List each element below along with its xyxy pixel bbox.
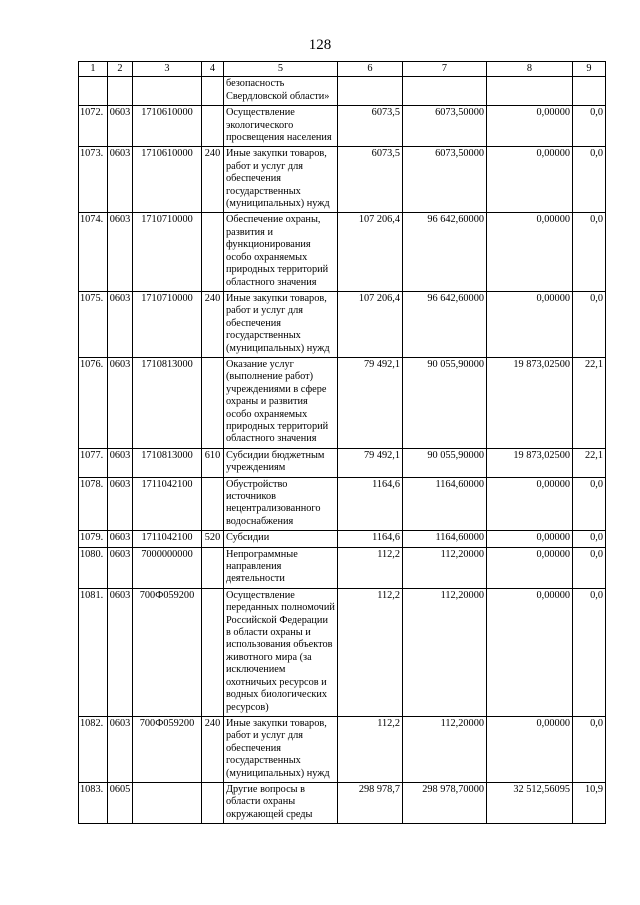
- section-code: [108, 77, 133, 106]
- column-header: 5: [224, 62, 338, 77]
- value-col9: [573, 77, 606, 106]
- target-code: 700Ф059200: [133, 716, 202, 782]
- target-code: 1710710000: [133, 213, 202, 291]
- column-header: 1: [79, 62, 108, 77]
- expense-type-code: 240: [202, 716, 224, 782]
- expense-type-code: [202, 782, 224, 823]
- section-code: 0603: [108, 147, 133, 213]
- value-col7: 90 055,90000: [403, 448, 487, 477]
- section-code: 0603: [108, 357, 133, 448]
- column-header: 4: [202, 62, 224, 77]
- item-name: Оказание услуг (выполнение работ) учреждениями в сфере охраны и развития особо охраняемых природных территорий областного значения: [224, 357, 338, 448]
- item-name: Осуществление экологического просвещения населения: [224, 106, 338, 147]
- value-col9: 0,0: [573, 213, 606, 291]
- item-name: Обеспечение охраны, развития и функционирования особо охраняемых природных территорий областного значения: [224, 213, 338, 291]
- value-col7: [403, 77, 487, 106]
- value-col7: 1164,60000: [403, 531, 487, 547]
- value-col8: 0,00000: [487, 716, 573, 782]
- value-col8: 0,00000: [487, 531, 573, 547]
- section-code: 0603: [108, 588, 133, 716]
- value-col6: 6073,5: [338, 106, 403, 147]
- column-header: 9: [573, 62, 606, 77]
- value-col6: 1164,6: [338, 531, 403, 547]
- row-number: 1074.: [79, 213, 108, 291]
- value-col8: 0,00000: [487, 213, 573, 291]
- target-code: 1710710000: [133, 291, 202, 357]
- table-header-row: [79, 62, 606, 77]
- column-header: 7: [403, 62, 487, 77]
- value-col9: 0,0: [573, 588, 606, 716]
- item-name: безопасность Свердловской области»: [224, 77, 338, 106]
- item-name: Субсидии: [224, 531, 338, 547]
- target-code: 1710813000: [133, 357, 202, 448]
- item-name: Обустройство источников нецентрализованного водоснабжения: [224, 477, 338, 531]
- expense-type-code: [202, 213, 224, 291]
- budget-table: [78, 61, 606, 824]
- value-col6: 112,2: [338, 547, 403, 588]
- value-col9: 0,0: [573, 716, 606, 782]
- value-col9: 22,1: [573, 448, 606, 477]
- value-col9: 0,0: [573, 147, 606, 213]
- row-number: 1082.: [79, 716, 108, 782]
- value-col6: 79 492,1: [338, 448, 403, 477]
- table-row: [79, 357, 606, 448]
- section-code: 0603: [108, 106, 133, 147]
- value-col6: 298 978,7: [338, 782, 403, 823]
- table-row: [79, 291, 606, 357]
- expense-type-code: [202, 77, 224, 106]
- value-col9: 22,1: [573, 357, 606, 448]
- section-code: 0605: [108, 782, 133, 823]
- target-code: 1710610000: [133, 106, 202, 147]
- table-row: [79, 106, 606, 147]
- expense-type-code: 240: [202, 147, 224, 213]
- value-col9: 10,9: [573, 782, 606, 823]
- section-code: 0603: [108, 531, 133, 547]
- value-col8: 0,00000: [487, 147, 573, 213]
- value-col8: 19 873,02500: [487, 357, 573, 448]
- table-row: [79, 716, 606, 782]
- value-col7: 298 978,70000: [403, 782, 487, 823]
- value-col7: 112,20000: [403, 547, 487, 588]
- value-col7: 1164,60000: [403, 477, 487, 531]
- value-col8: 19 873,02500: [487, 448, 573, 477]
- value-col6: 112,2: [338, 716, 403, 782]
- column-header: 2: [108, 62, 133, 77]
- value-col6: 107 206,4: [338, 291, 403, 357]
- value-col7: 96 642,60000: [403, 213, 487, 291]
- item-name: Иные закупки товаров, работ и услуг для обеспечения государственных (муниципальных) нужд: [224, 716, 338, 782]
- value-col6: 107 206,4: [338, 213, 403, 291]
- expense-type-code: [202, 106, 224, 147]
- table-row: [79, 77, 606, 106]
- item-name: Непрограммные направления деятельности: [224, 547, 338, 588]
- column-header: 3: [133, 62, 202, 77]
- value-col6: 112,2: [338, 588, 403, 716]
- target-code: 1711042100: [133, 477, 202, 531]
- table-row: [79, 448, 606, 477]
- value-col8: 0,00000: [487, 106, 573, 147]
- row-number: 1081.: [79, 588, 108, 716]
- target-code: [133, 782, 202, 823]
- column-header: 8: [487, 62, 573, 77]
- item-name: Иные закупки товаров, работ и услуг для обеспечения государственных (муниципальных) нужд: [224, 291, 338, 357]
- value-col7: 112,20000: [403, 716, 487, 782]
- page-number: 128: [308, 37, 332, 53]
- section-code: 0603: [108, 213, 133, 291]
- expense-type-code: 240: [202, 291, 224, 357]
- item-name: Иные закупки товаров, работ и услуг для обеспечения государственных (муниципальных) нужд: [224, 147, 338, 213]
- row-number: 1077.: [79, 448, 108, 477]
- row-number: 1072.: [79, 106, 108, 147]
- section-code: 0603: [108, 477, 133, 531]
- expense-type-code: [202, 357, 224, 448]
- row-number: 1076.: [79, 357, 108, 448]
- value-col8: 0,00000: [487, 588, 573, 716]
- expense-type-code: [202, 588, 224, 716]
- value-col6: 1164,6: [338, 477, 403, 531]
- expense-type-code: 520: [202, 531, 224, 547]
- section-code: 0603: [108, 448, 133, 477]
- row-number: 1083.: [79, 782, 108, 823]
- value-col8: 0,00000: [487, 547, 573, 588]
- value-col6: [338, 77, 403, 106]
- target-code: 1710610000: [133, 147, 202, 213]
- row-number: [79, 77, 108, 106]
- target-code: 1710813000: [133, 448, 202, 477]
- value-col9: 0,0: [573, 531, 606, 547]
- table-row: [79, 588, 606, 716]
- value-col8: 0,00000: [487, 477, 573, 531]
- item-name: Другие вопросы в области охраны окружающей среды: [224, 782, 338, 823]
- row-number: 1078.: [79, 477, 108, 531]
- item-name: Осуществление переданных полномочий Российской Федерации в области охраны и использования объектов животного мира (за исключением охотничьих ресурсов и водных биологических ресурсов): [224, 588, 338, 716]
- table-row: [79, 547, 606, 588]
- row-number: 1079.: [79, 531, 108, 547]
- value-col7: 6073,50000: [403, 147, 487, 213]
- column-header: 6: [338, 62, 403, 77]
- expense-type-code: 610: [202, 448, 224, 477]
- table-row: [79, 213, 606, 291]
- expense-type-code: [202, 477, 224, 531]
- value-col8: [487, 77, 573, 106]
- value-col7: 96 642,60000: [403, 291, 487, 357]
- value-col9: 0,0: [573, 106, 606, 147]
- value-col9: 0,0: [573, 547, 606, 588]
- target-code: 7000000000: [133, 547, 202, 588]
- value-col7: 112,20000: [403, 588, 487, 716]
- value-col9: 0,0: [573, 477, 606, 531]
- item-name: Субсидии бюджетным учреждениям: [224, 448, 338, 477]
- section-code: 0603: [108, 291, 133, 357]
- table-row: [79, 531, 606, 547]
- value-col8: 0,00000: [487, 291, 573, 357]
- value-col7: 6073,50000: [403, 106, 487, 147]
- table-row: [79, 782, 606, 823]
- table-row: [79, 477, 606, 531]
- target-code: 700Ф059200: [133, 588, 202, 716]
- value-col6: 79 492,1: [338, 357, 403, 448]
- value-col8: 32 512,56095: [487, 782, 573, 823]
- target-code: [133, 77, 202, 106]
- value-col6: 6073,5: [338, 147, 403, 213]
- value-col9: 0,0: [573, 291, 606, 357]
- row-number: 1080.: [79, 547, 108, 588]
- table-row: [79, 147, 606, 213]
- row-number: 1073.: [79, 147, 108, 213]
- section-code: 0603: [108, 716, 133, 782]
- value-col7: 90 055,90000: [403, 357, 487, 448]
- section-code: 0603: [108, 547, 133, 588]
- expense-type-code: [202, 547, 224, 588]
- row-number: 1075.: [79, 291, 108, 357]
- target-code: 1711042100: [133, 531, 202, 547]
